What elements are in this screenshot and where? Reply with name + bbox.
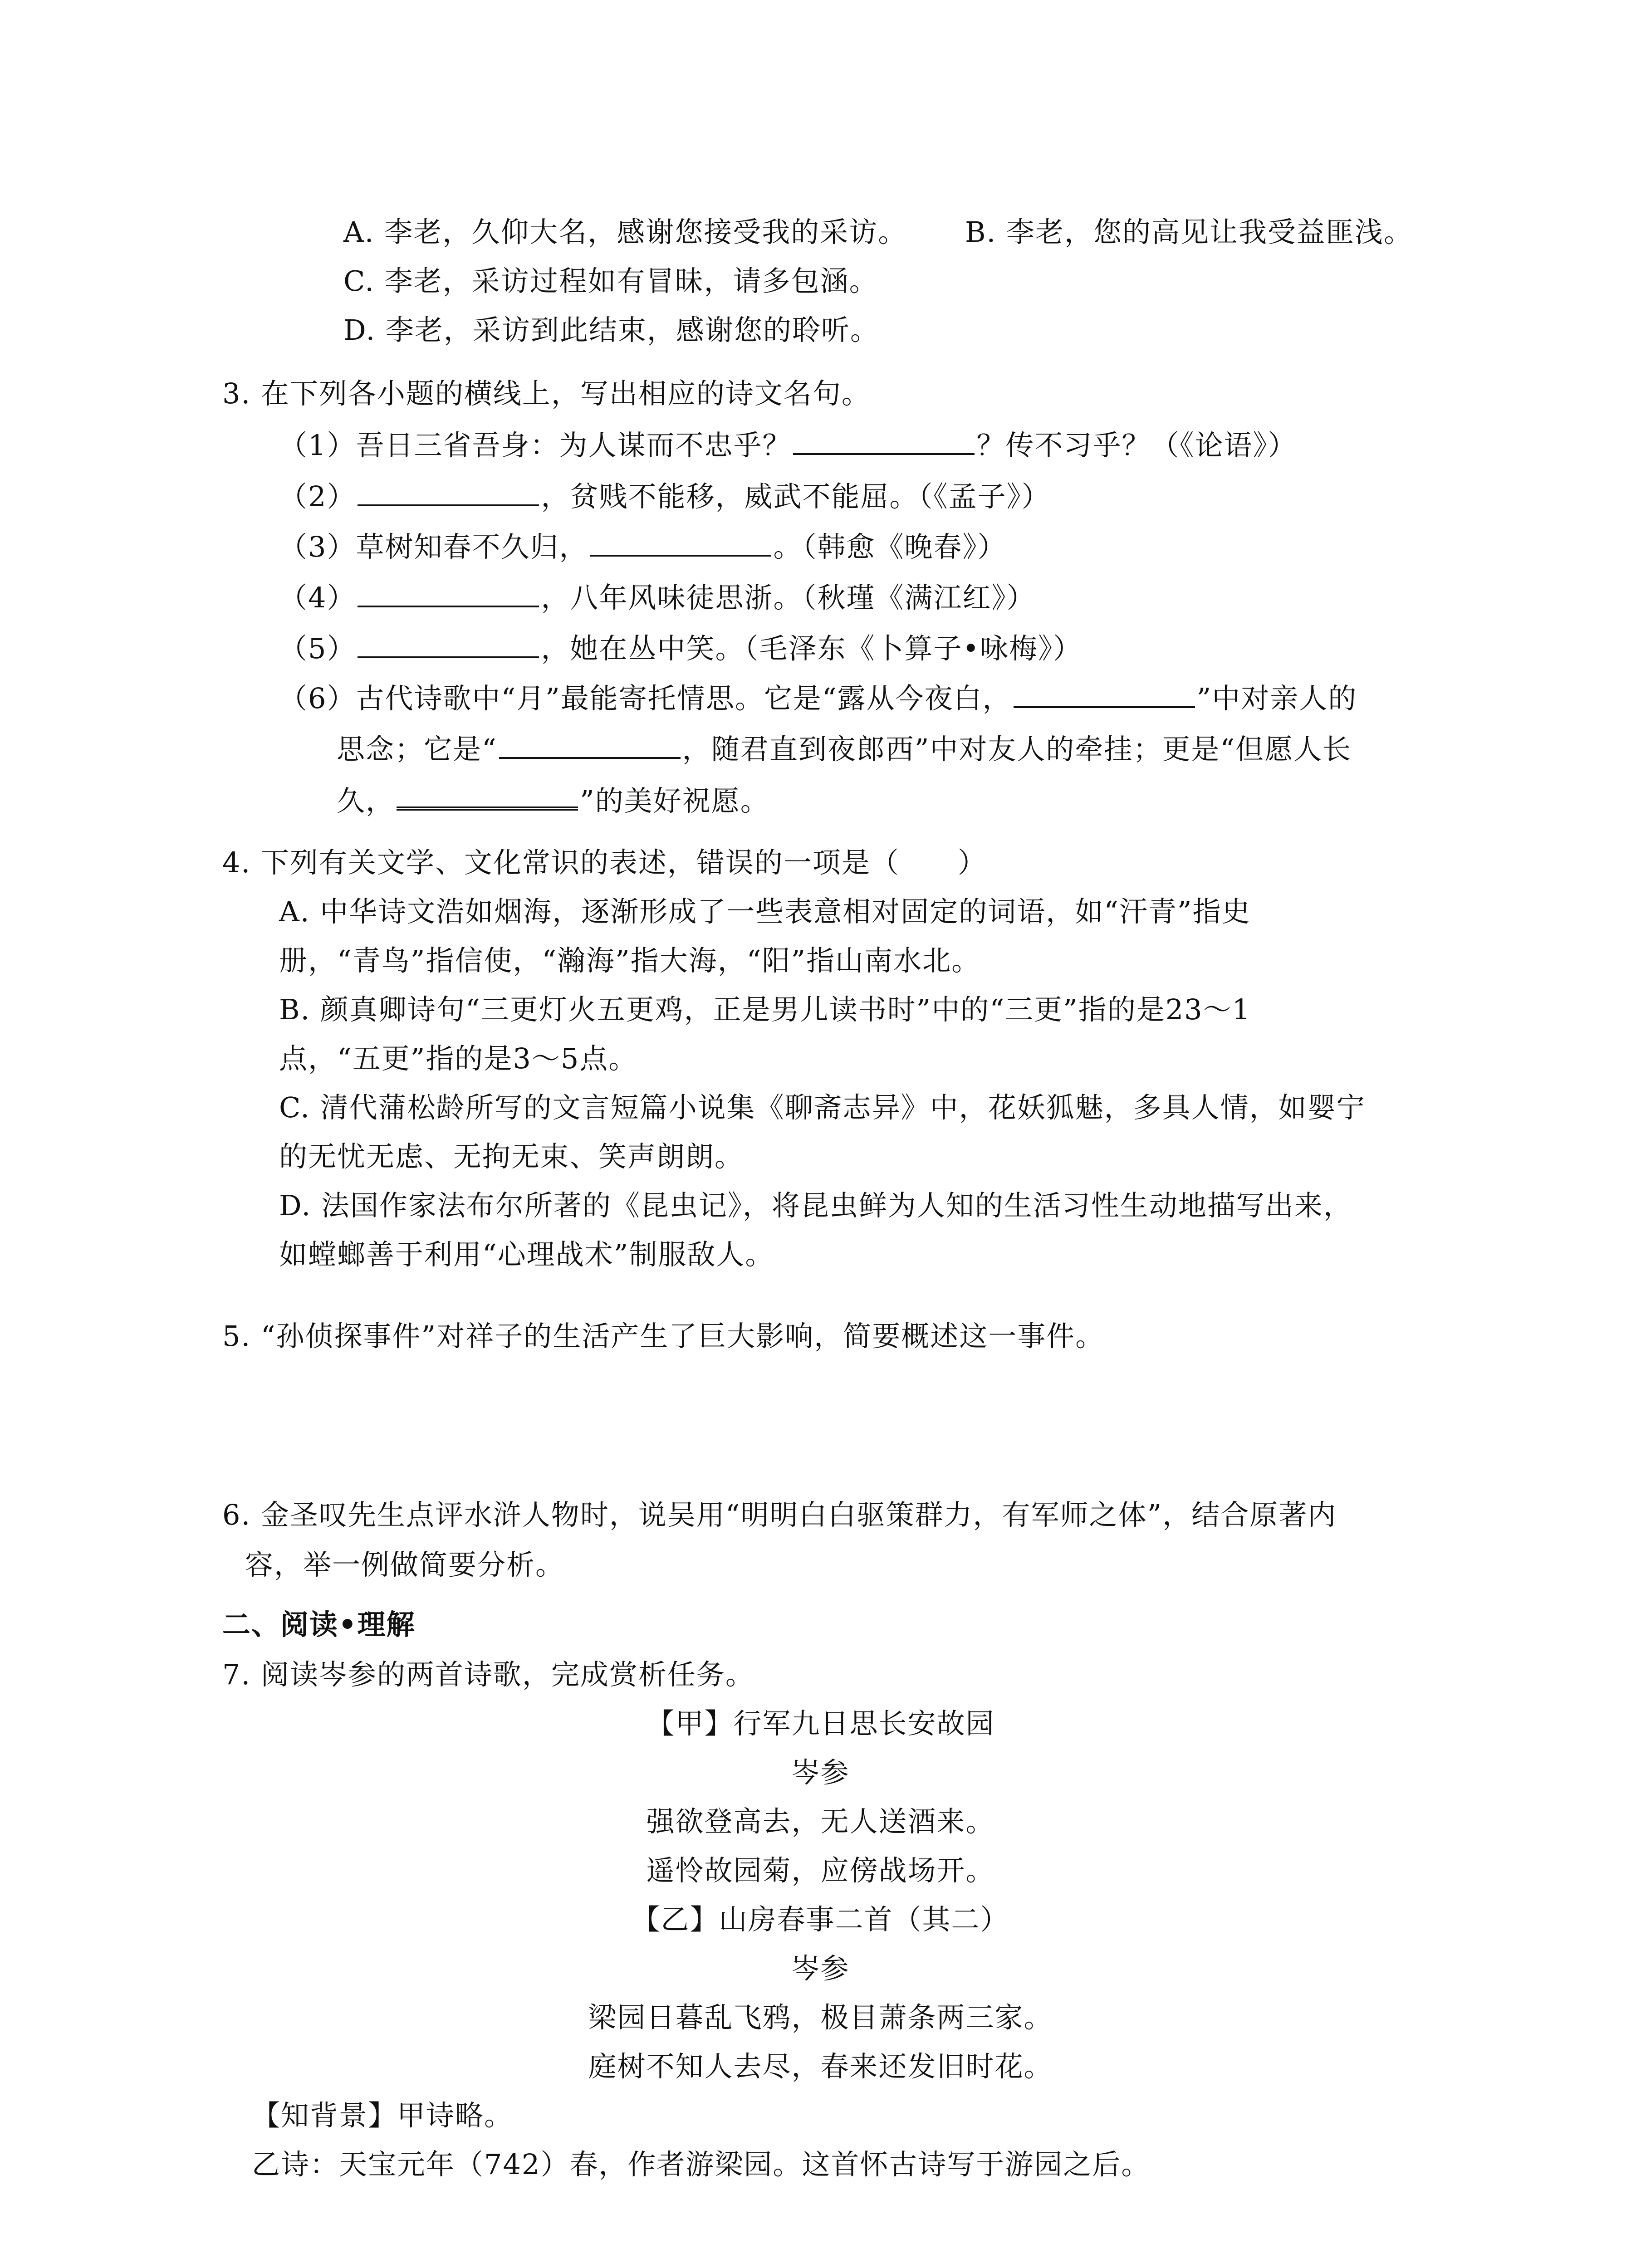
q2-option-a: A. 李老，久仰大名，感谢您接受我的采访。 (343, 215, 907, 249)
section-heading: 二、阅读•理解 (222, 1608, 416, 1641)
q3-item-6-line-2 (337, 731, 1352, 767)
q4-option-d-line-2: 如螳螂善于利用“心理战术”制服敌人。 (279, 1238, 774, 1271)
q4-option-a-line-1: A. 中华诗文浩如烟海，逐渐形成了一些表意相对固定的词语，如“汗青”指史 (279, 895, 1251, 928)
poem-2-line-1: 梁园日暮乱飞鸦，极目萧条两三家。 (588, 2001, 1053, 2034)
background-note-1: 【知背景】甲诗略。 (252, 2099, 514, 2132)
q3-item-5-num: （5） (279, 632, 356, 665)
q4-option-b-line-1: B. 颜真卿诗句“三更灯火五更鸡，正是男儿读书时”中的“三更”指的是23～1 (279, 993, 1251, 1026)
q4-option-c-line-1: C. 清代蒲松龄所写的文言短篇小说集《聊斋志异》中，花妖狐魅，多具人情，如婴宁 (279, 1091, 1366, 1124)
q3-item-1-post: ？传不习乎？（《论语》） (976, 429, 1297, 462)
q3-stem: 3. 在下列各小题的横线上，写出相应的诗文名句。 (222, 377, 871, 410)
q3-item-2-post: ，贫贱不能移，威武不能屈。（《孟子》） (541, 480, 1051, 513)
q3-item-4-post: ，八年风味徒思浙。（秋瑾《满江红》） (541, 581, 1036, 614)
answer-blank[interactable] (358, 479, 539, 506)
q3-item-5 (279, 631, 1082, 667)
q3-item-4-num: （4） (279, 581, 356, 614)
q3-item-6-line-1 (279, 680, 1357, 717)
q3-item-1-num: （1） (279, 429, 356, 462)
answer-blank[interactable] (358, 580, 539, 607)
q3-item-6-l2-post: ，随君直到夜郎西”中对友人的牵挂；更是“但愿人长 (682, 733, 1352, 766)
q4-option-b-line-2: 点，“五更”指的是3～5点。 (279, 1042, 638, 1075)
q3-item-2-num: （2） (279, 480, 356, 513)
poem-2-author: 岑参 (791, 1952, 850, 1985)
q3-item-4 (279, 580, 1035, 616)
poem-1-line-2: 遥怜故园菊，应傍战场开。 (646, 1854, 995, 1887)
q3-item-6-line-3 (337, 781, 769, 819)
q3-item-3-pre: 草树知春不久归， (356, 530, 588, 563)
q7-stem: 7. 阅读岑参的两首诗歌，完成赏析任务。 (222, 1658, 754, 1691)
answer-blank[interactable] (358, 631, 539, 658)
q3-item-6-num: （6） (279, 682, 356, 715)
q3-item-5-post: ，她在丛中笑。（毛泽东《卜算子•咏梅》） (541, 632, 1083, 665)
q2-option-b: B. 李老，您的高见让我受益匪浅。 (965, 215, 1413, 249)
answer-blank[interactable] (397, 781, 578, 811)
q3-item-3 (279, 529, 1006, 565)
q3-item-6-l3-post: ”的美好祝愿。 (580, 784, 769, 817)
answer-blank[interactable] (590, 529, 771, 557)
poem-2-title: 【乙】山房春事二首（其二） (632, 1903, 1009, 1936)
q4-stem: 4. 下列有关文学、文化常识的表述，错误的一项是（ ） (222, 846, 987, 879)
q3-item-6-l2-pre: 思念；它是“ (337, 733, 497, 766)
answer-blank[interactable] (499, 732, 681, 759)
q4-option-a-line-2: 册，“青鸟”指信使，“瀚海”指大海，“阳”指山南水北。 (279, 944, 981, 977)
poem-2-line-2: 庭树不知人去尽，春来还发旧时花。 (588, 2050, 1053, 2083)
poem-1-title: 【甲】行军九日思长安故园 (646, 1707, 995, 1740)
answer-blank[interactable] (793, 428, 975, 455)
q6-line-2: 容，举一例做简要分析。 (245, 1548, 565, 1581)
q3-item-6-l3-pre: 久， (337, 784, 395, 817)
q6-line-1: 6. 金圣叹先生点评水浒人物时，说吴用“明明白白驱策群力，有军师之体”，结合原著内 (222, 1498, 1337, 1531)
q4-option-c-line-2: 的无忧无虑、无拘无束、笑声朗朗。 (279, 1140, 744, 1173)
poem-1-line-1: 强欲登高去，无人送酒来。 (646, 1805, 995, 1838)
q3-item-6-post: ”中对亲人的 (1196, 682, 1357, 715)
poem-1-author: 岑参 (791, 1756, 850, 1789)
q3-item-6-pre: 古代诗歌中“月”最能寄托情思。它是“露从今夜白， (356, 682, 1012, 715)
q5-stem: 5. “孙侦探事件”对祥子的生活产生了巨大影响，简要概述这一事件。 (222, 1320, 1105, 1353)
q2-option-d: D. 李老，采访到此结束，感谢您的聆听。 (343, 313, 879, 347)
q3-item-1 (279, 427, 1297, 464)
q2-option-c: C. 李老，采访过程如有冒昧，请多包涵。 (343, 264, 878, 298)
q3-item-2 (279, 479, 1050, 515)
q3-item-3-num: （3） (279, 530, 356, 563)
q3-item-1-pre: 吾日三省吾身：为人谋而不忠乎？ (356, 429, 792, 462)
q4-option-d-line-1: D. 法国作家法布尔所著的《昆虫记》，将昆虫鲜为人知的生活习性生动地描写出来， (279, 1189, 1352, 1222)
q3-item-3-post: 。（韩愈《晚春》） (773, 530, 1007, 563)
page-number (0, 2263, 1641, 2268)
answer-blank[interactable] (1014, 681, 1195, 708)
background-note-2: 乙诗：天宝元年（742）春，作者游梁园。这首怀古诗写于游园之后。 (252, 2148, 1151, 2181)
